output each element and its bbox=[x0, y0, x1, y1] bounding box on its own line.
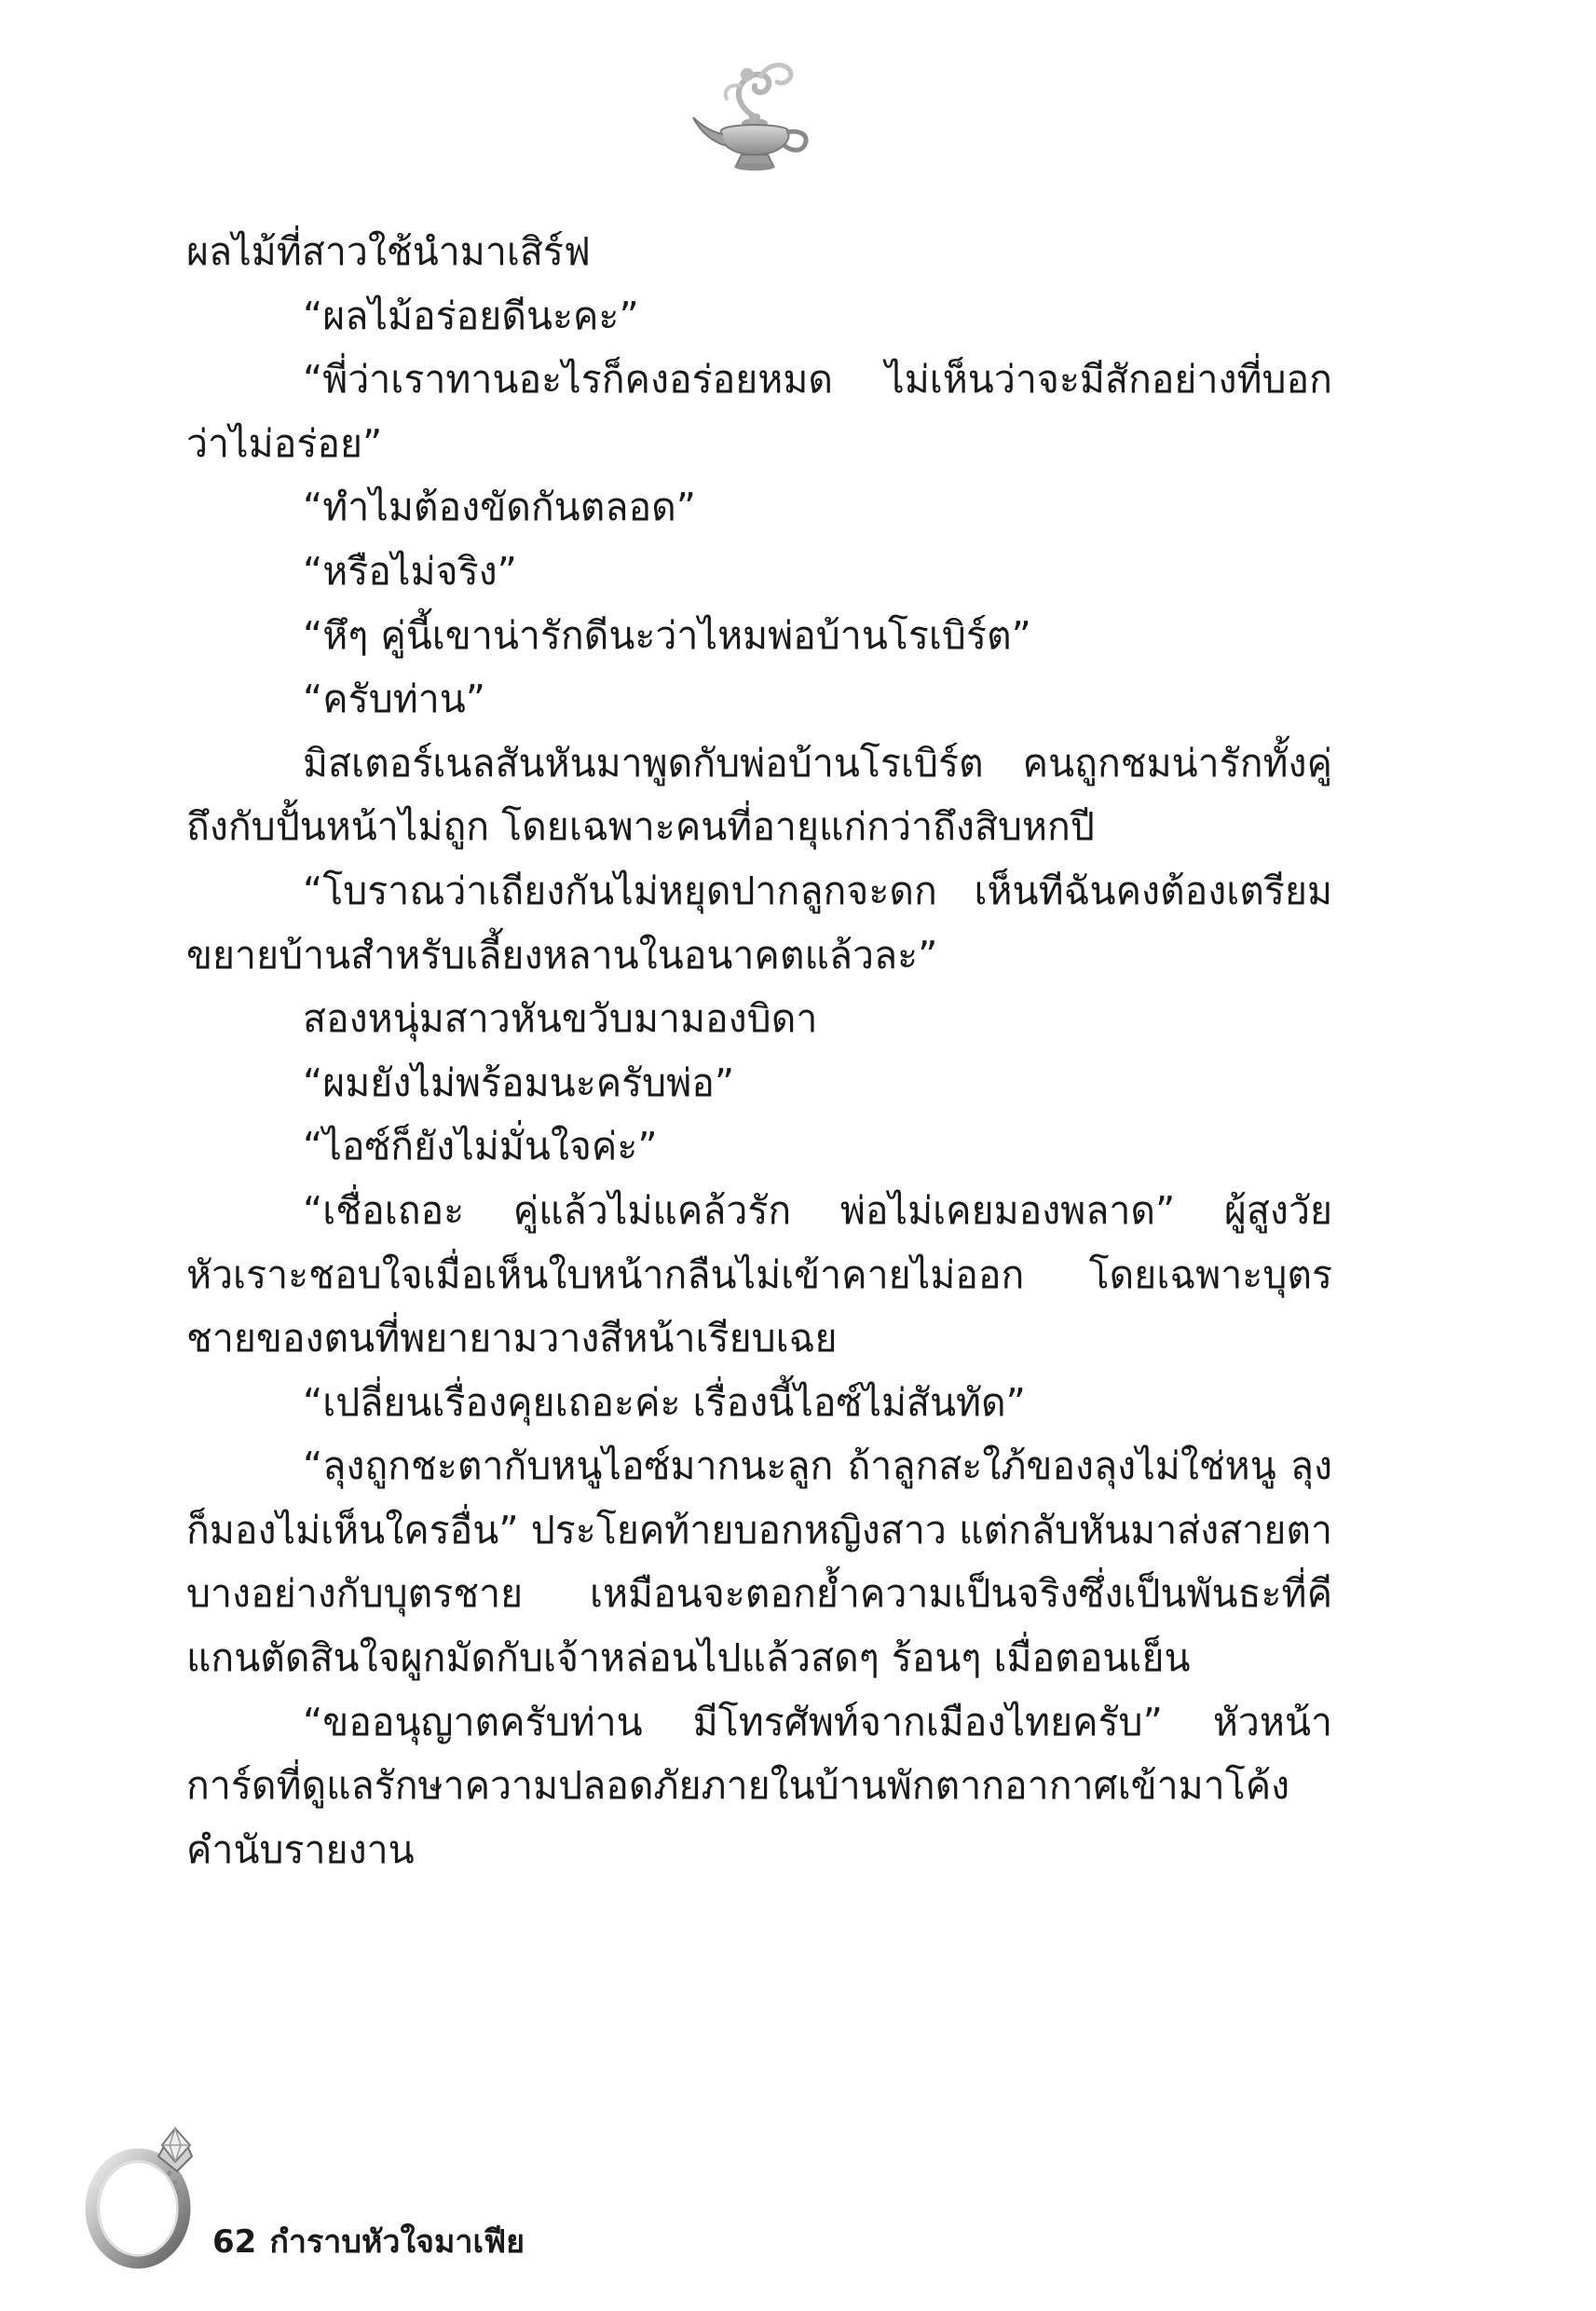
paragraph: “ผลไม้อร่อยดีนะคะ” bbox=[303, 293, 639, 338]
page-footer bbox=[65, 2115, 717, 2274]
paragraph: “พี่ว่าเราทานอะไรก็คงอร่อยหมด ไม่เห็นว่าจะมีสักอย่างที่บอกว่าไม่อร่อย” bbox=[186, 357, 1332, 466]
paragraph: “ผมยังไม่พร้อมนะครับพ่อ” bbox=[303, 1060, 735, 1105]
paragraph: “ไอซ์ก็ยังไม่มั่นใจค่ะ” bbox=[303, 1124, 658, 1169]
page-number: 62 bbox=[212, 2223, 257, 2261]
paragraph: “โบราณว่าเถียงกันไม่หยุดปากลูกจะดก เห็นทีฉันคงต้องเตรียมขยายบ้านสำหรับเลี้ยงหลานในอนาคตแล้วละ” bbox=[186, 868, 1332, 978]
book-title: กำราบหัวใจมาเฟีย bbox=[269, 2223, 525, 2261]
paragraph: “เชื่อเถอะ คู่แล้วไม่แคล้วรัก พ่อไม่เคยมองพลาด” ผู้สูงวัยหัวเราะชอบใจเมื่อเห็นใบหน้ากลืนไม่เข้าคายไม่ออก โดยเฉพาะบุตรชายของตนที่พยายามวางสีหน้าเรียบเฉย bbox=[186, 1187, 1332, 1361]
paragraph: “ครับท่าน” bbox=[303, 677, 486, 722]
diamond-ring-icon bbox=[73, 2115, 212, 2269]
paragraph: สองหนุ่มสาวหันขวับมามองบิดา bbox=[303, 996, 818, 1042]
paragraph: “หึๆ คู่นี้เขาน่ารักดีนะว่าไหมพ่อบ้านโรเบิร์ต” bbox=[303, 612, 1031, 658]
paragraph: “หรือไม่จริง” bbox=[303, 548, 517, 594]
paragraph: “ทำไมต้องขัดกันตลอด” bbox=[303, 485, 696, 530]
paragraph: “ลุงถูกชะตากับหนูไอซ์มากนะลูก ถ้าลูกสะใภ้ของลุงไม่ใช่หนู ลุงก็มองไม่เห็นใครอื่น” ประโยคท้ายบอกหญิงสาว แต่กลับหันมาส่งสายตาบางอย่างกับบุตรชาย เหมือนจะตอกย้ำความเป็นจริงซึ่งเป็นพันธะที่คีแกนตัดสินใจผูกมัดกับเจ้าหล่อนไปแล้วสดๆ ร้อนๆ เมื่อตอนเย็น bbox=[186, 1443, 1332, 1681]
paragraph: ผลไม้ที่สาวใช้นำมาเสิร์ฟ bbox=[186, 229, 591, 274]
footer-label bbox=[212, 2216, 525, 2266]
paragraph: “เปลี่ยนเรื่องคุยเถอะค่ะ เรื่องนี้ไอซ์ไม่สันทัด” bbox=[303, 1379, 1026, 1425]
genie-lamp-icon bbox=[688, 58, 818, 177]
paragraph: มิสเตอร์เนลสันหันมาพูดกับพ่อบ้านโรเบิร์ต คนถูกชมน่ารักทั้งคู่ถึงกับปั้นหน้าไม่ถูก โดยเฉพาะคนที่อายุแก่กว่าถึงสิบหกปี bbox=[186, 740, 1332, 850]
chapter-text bbox=[186, 220, 1332, 1881]
paragraph: “ขออนุญาตครับท่าน มีโทรศัพท์จากเมืองไทยครับ” หัวหน้าการ์ดที่ดูแลรักษาความปลอดภัยภายในบ้านพักตากอากาศเข้ามาโค้งคำนับรายงาน bbox=[186, 1699, 1332, 1872]
